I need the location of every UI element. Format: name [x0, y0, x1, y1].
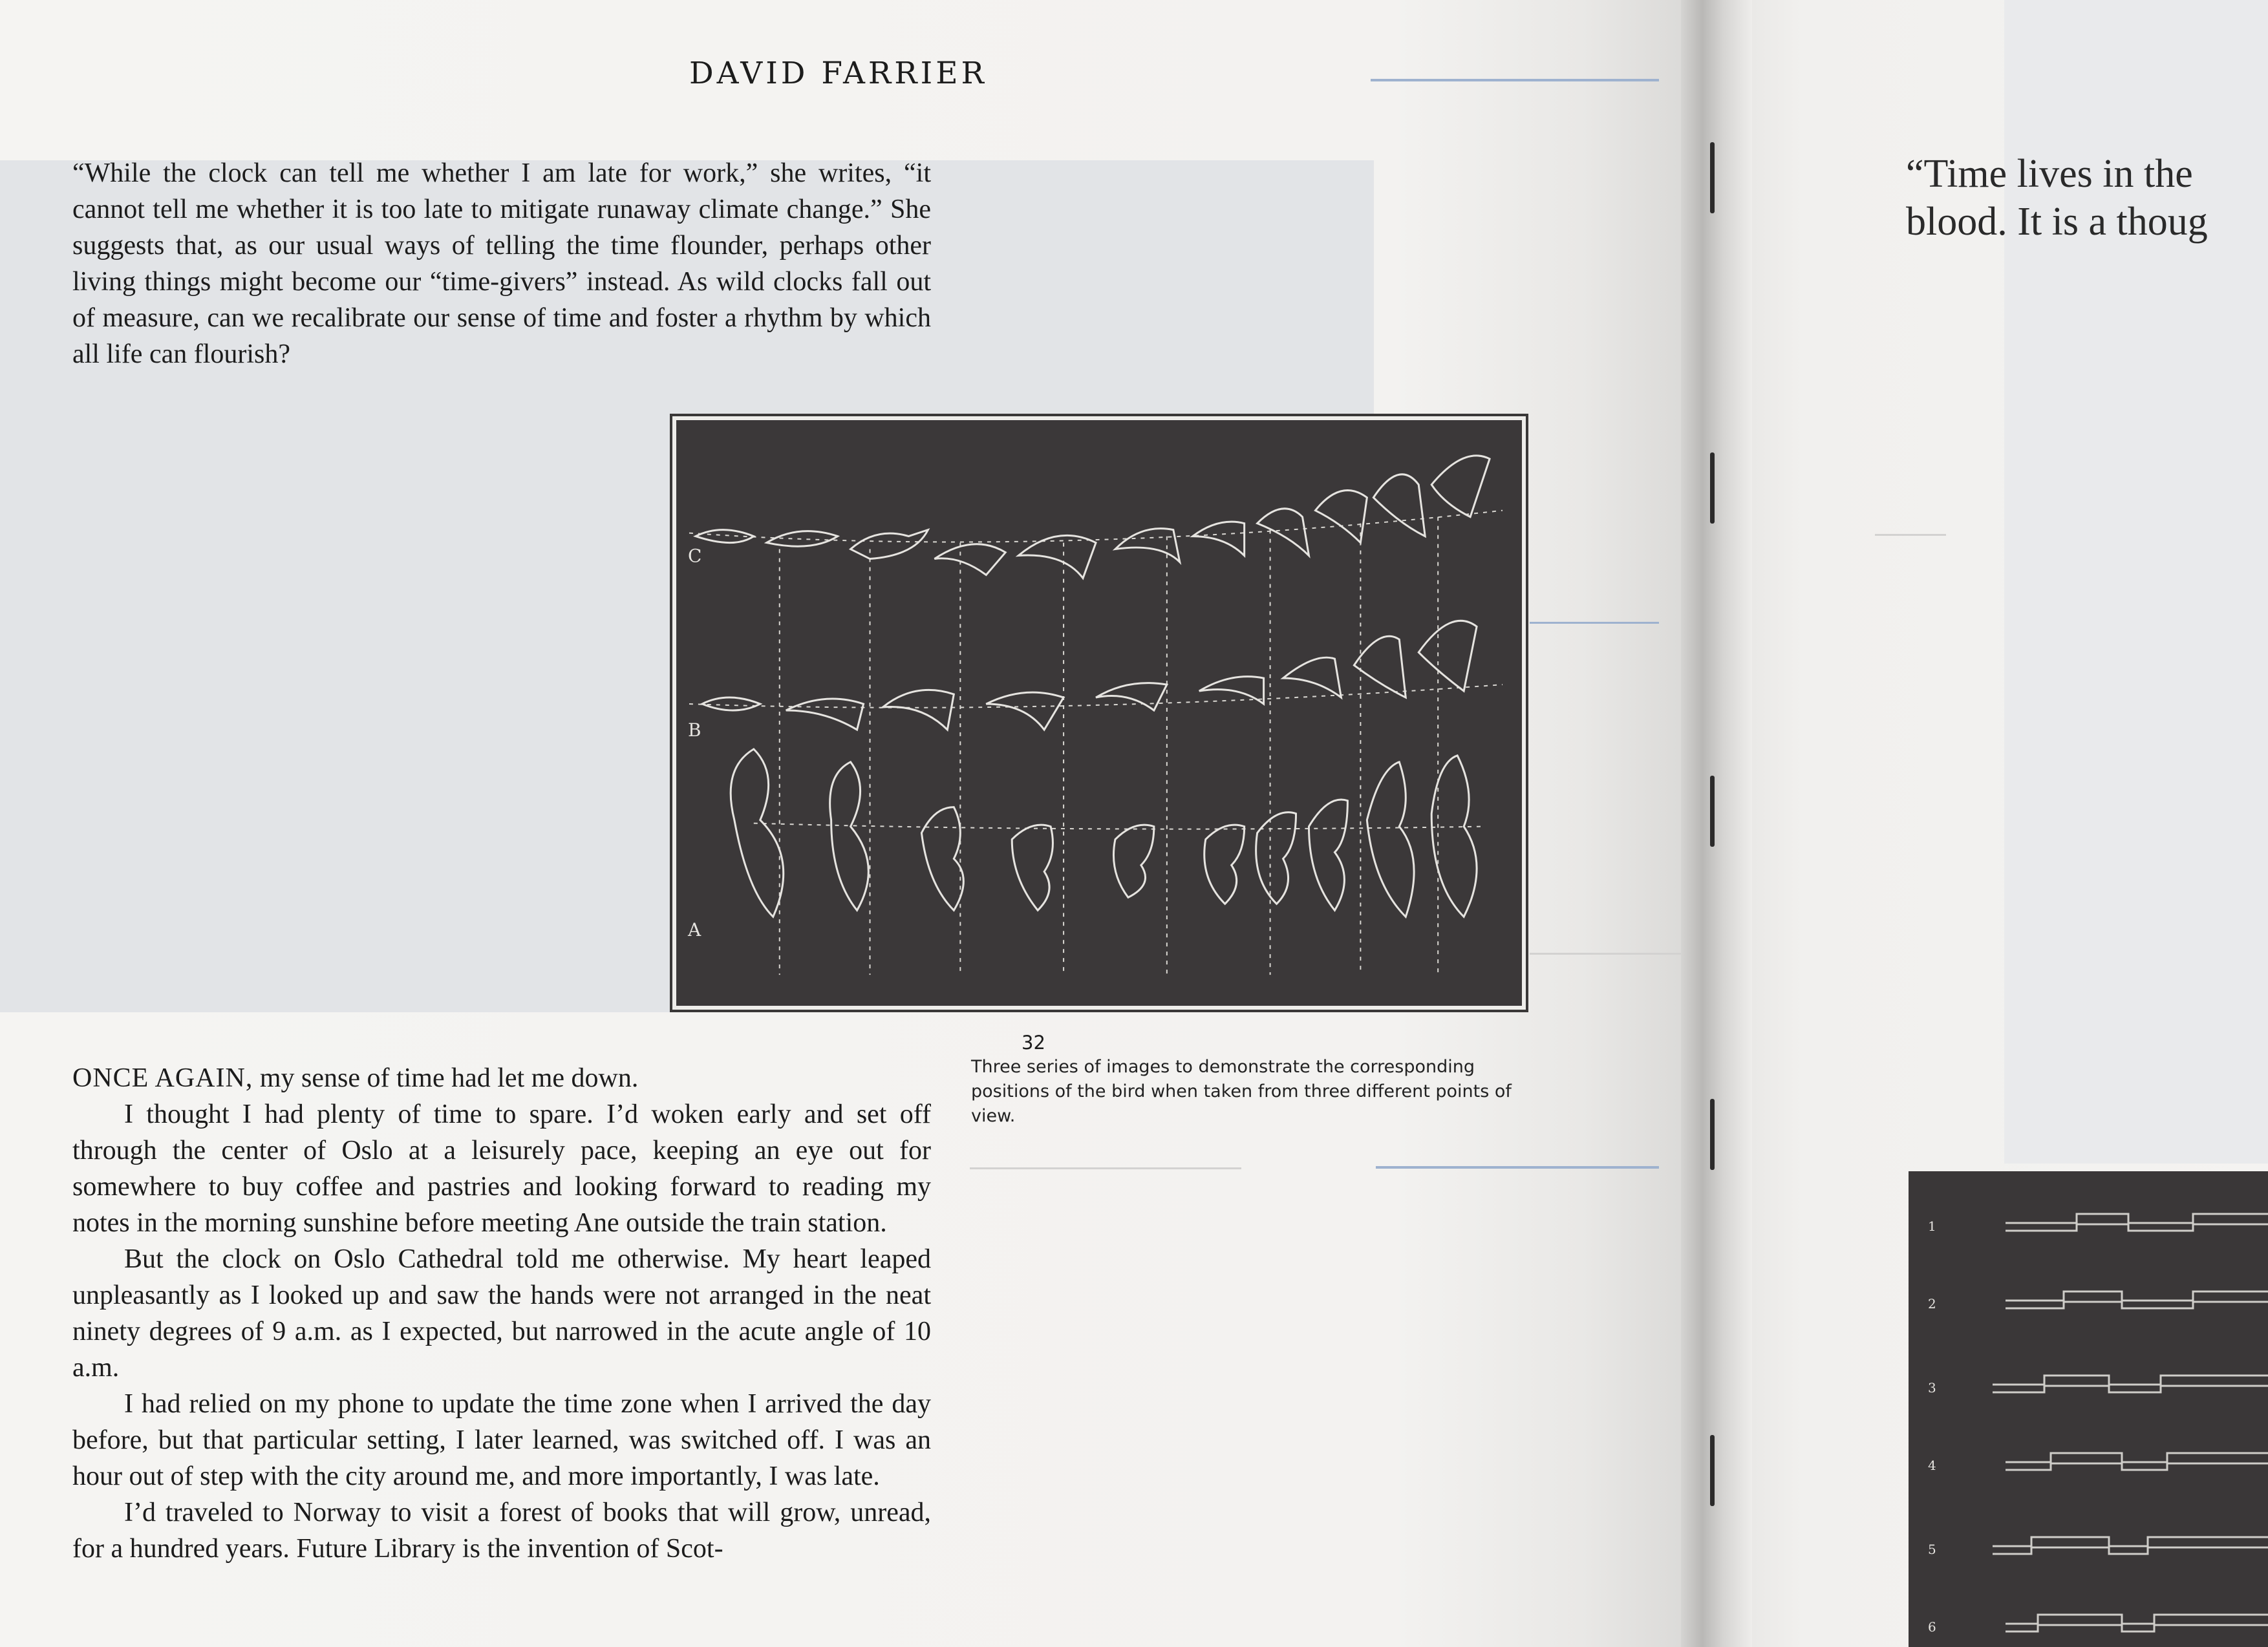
right-row-label-5: 5	[1928, 1542, 1936, 1557]
binding-stitch-3	[1710, 776, 1715, 847]
right-page-figure	[1909, 1171, 2268, 1647]
margin-rule-faint-1	[1530, 953, 1681, 955]
step-patterns	[1993, 1214, 2268, 1631]
right-margin-rule	[1875, 534, 1946, 536]
right-row-label-6: 6	[1928, 1619, 1936, 1635]
pull-quote-line-1: “Time lives in the	[1906, 152, 2193, 196]
binding-stitch-5	[1710, 1435, 1715, 1506]
pull-quote	[1906, 150, 2268, 246]
section-paragraph-3: I had relied on my phone to update the time zone when I arrived the day before, but that particular setting, I later learned, was switched off. I was an hour out of step with the city around me, and more importantly, I was late.	[72, 1389, 931, 1491]
bird-series-c	[696, 456, 1490, 579]
right-row-label-1: 1	[1928, 1218, 1936, 1234]
section-first-line	[72, 1060, 931, 1096]
book-gutter	[1681, 0, 1752, 1647]
row-label-b: B	[687, 719, 701, 741]
running-head: DAVID FARRIER	[689, 56, 987, 91]
figure-number: 32	[1022, 1032, 1045, 1054]
section-first-line-text: my sense of time had let me down.	[253, 1063, 639, 1093]
figure-caption: Three series of images to demonstrate the corresponding positions of the bird when taken from three different points of view.	[971, 1057, 1512, 1126]
binding-stitch-2	[1710, 452, 1715, 524]
section-lead-in: ONCE AGAIN,	[72, 1063, 253, 1093]
margin-rule-faint-2	[970, 1167, 1241, 1169]
binding-stitch-1	[1710, 142, 1715, 213]
figure-row-labels	[687, 546, 701, 941]
section-paragraph-1: I thought I had plenty of time to spare. I’d woken early and set off through the center of Oslo at a leisurely pace, keeping an eye out for somewhere to buy coffee and pastries and looking forward to reading my notes in the morning sunshine before meeting Ane outside the train station.	[72, 1100, 931, 1238]
figure-32-frame	[670, 414, 1528, 1012]
bird-flight-drawing	[676, 420, 1522, 1006]
step-pattern-drawing	[1909, 1171, 2268, 1647]
margin-rule-top	[1371, 79, 1659, 81]
right-figure-row-labels	[1928, 1218, 1936, 1635]
row-label-a: A	[687, 919, 701, 941]
right-row-label-2: 2	[1928, 1296, 1936, 1312]
bird-flight-illustration	[676, 420, 1522, 1006]
binding-stitch-4	[1710, 1099, 1715, 1170]
margin-rule-lower	[1376, 1166, 1659, 1169]
row-label-c: C	[687, 545, 702, 567]
section-paragraph-2: But the clock on Oslo Cathedral told me otherwise. My heart leaped unpleasantly as I looked up and saw the hands were not arranged in the neat ninety degrees of 9 a.m. as I expected, but narrowed in the acute angle of 10 a.m.	[72, 1244, 931, 1383]
grid-lines	[689, 511, 1503, 975]
right-row-label-4: 4	[1928, 1458, 1936, 1473]
right-row-label-3: 3	[1928, 1380, 1936, 1396]
bird-series-a	[731, 749, 1477, 917]
section-paragraph-4: I’d traveled to Norway to visit a forest of books that will grow, unread, for a hundred years. Future Library is the invention of Scot-	[72, 1498, 931, 1564]
pull-quote-line-2: blood. It is a thoug	[1906, 200, 2208, 244]
margin-rule-middle	[1530, 622, 1659, 624]
opening-paragraph	[72, 155, 931, 372]
opening-paragraph-text: “While the clock can tell me whether I am late for work,” she writes, “it cannot tell me whether it is too late to mitigate runaway climate change.” She suggests that, as our usual ways of telling the time flounder, perhaps other living things might become our “time-givers” instead. As wild clocks fall out of measure, can we recalibrate our sense of time and foster a rhythm by which all life can flourish?	[72, 158, 931, 369]
section-body	[72, 1060, 931, 1567]
